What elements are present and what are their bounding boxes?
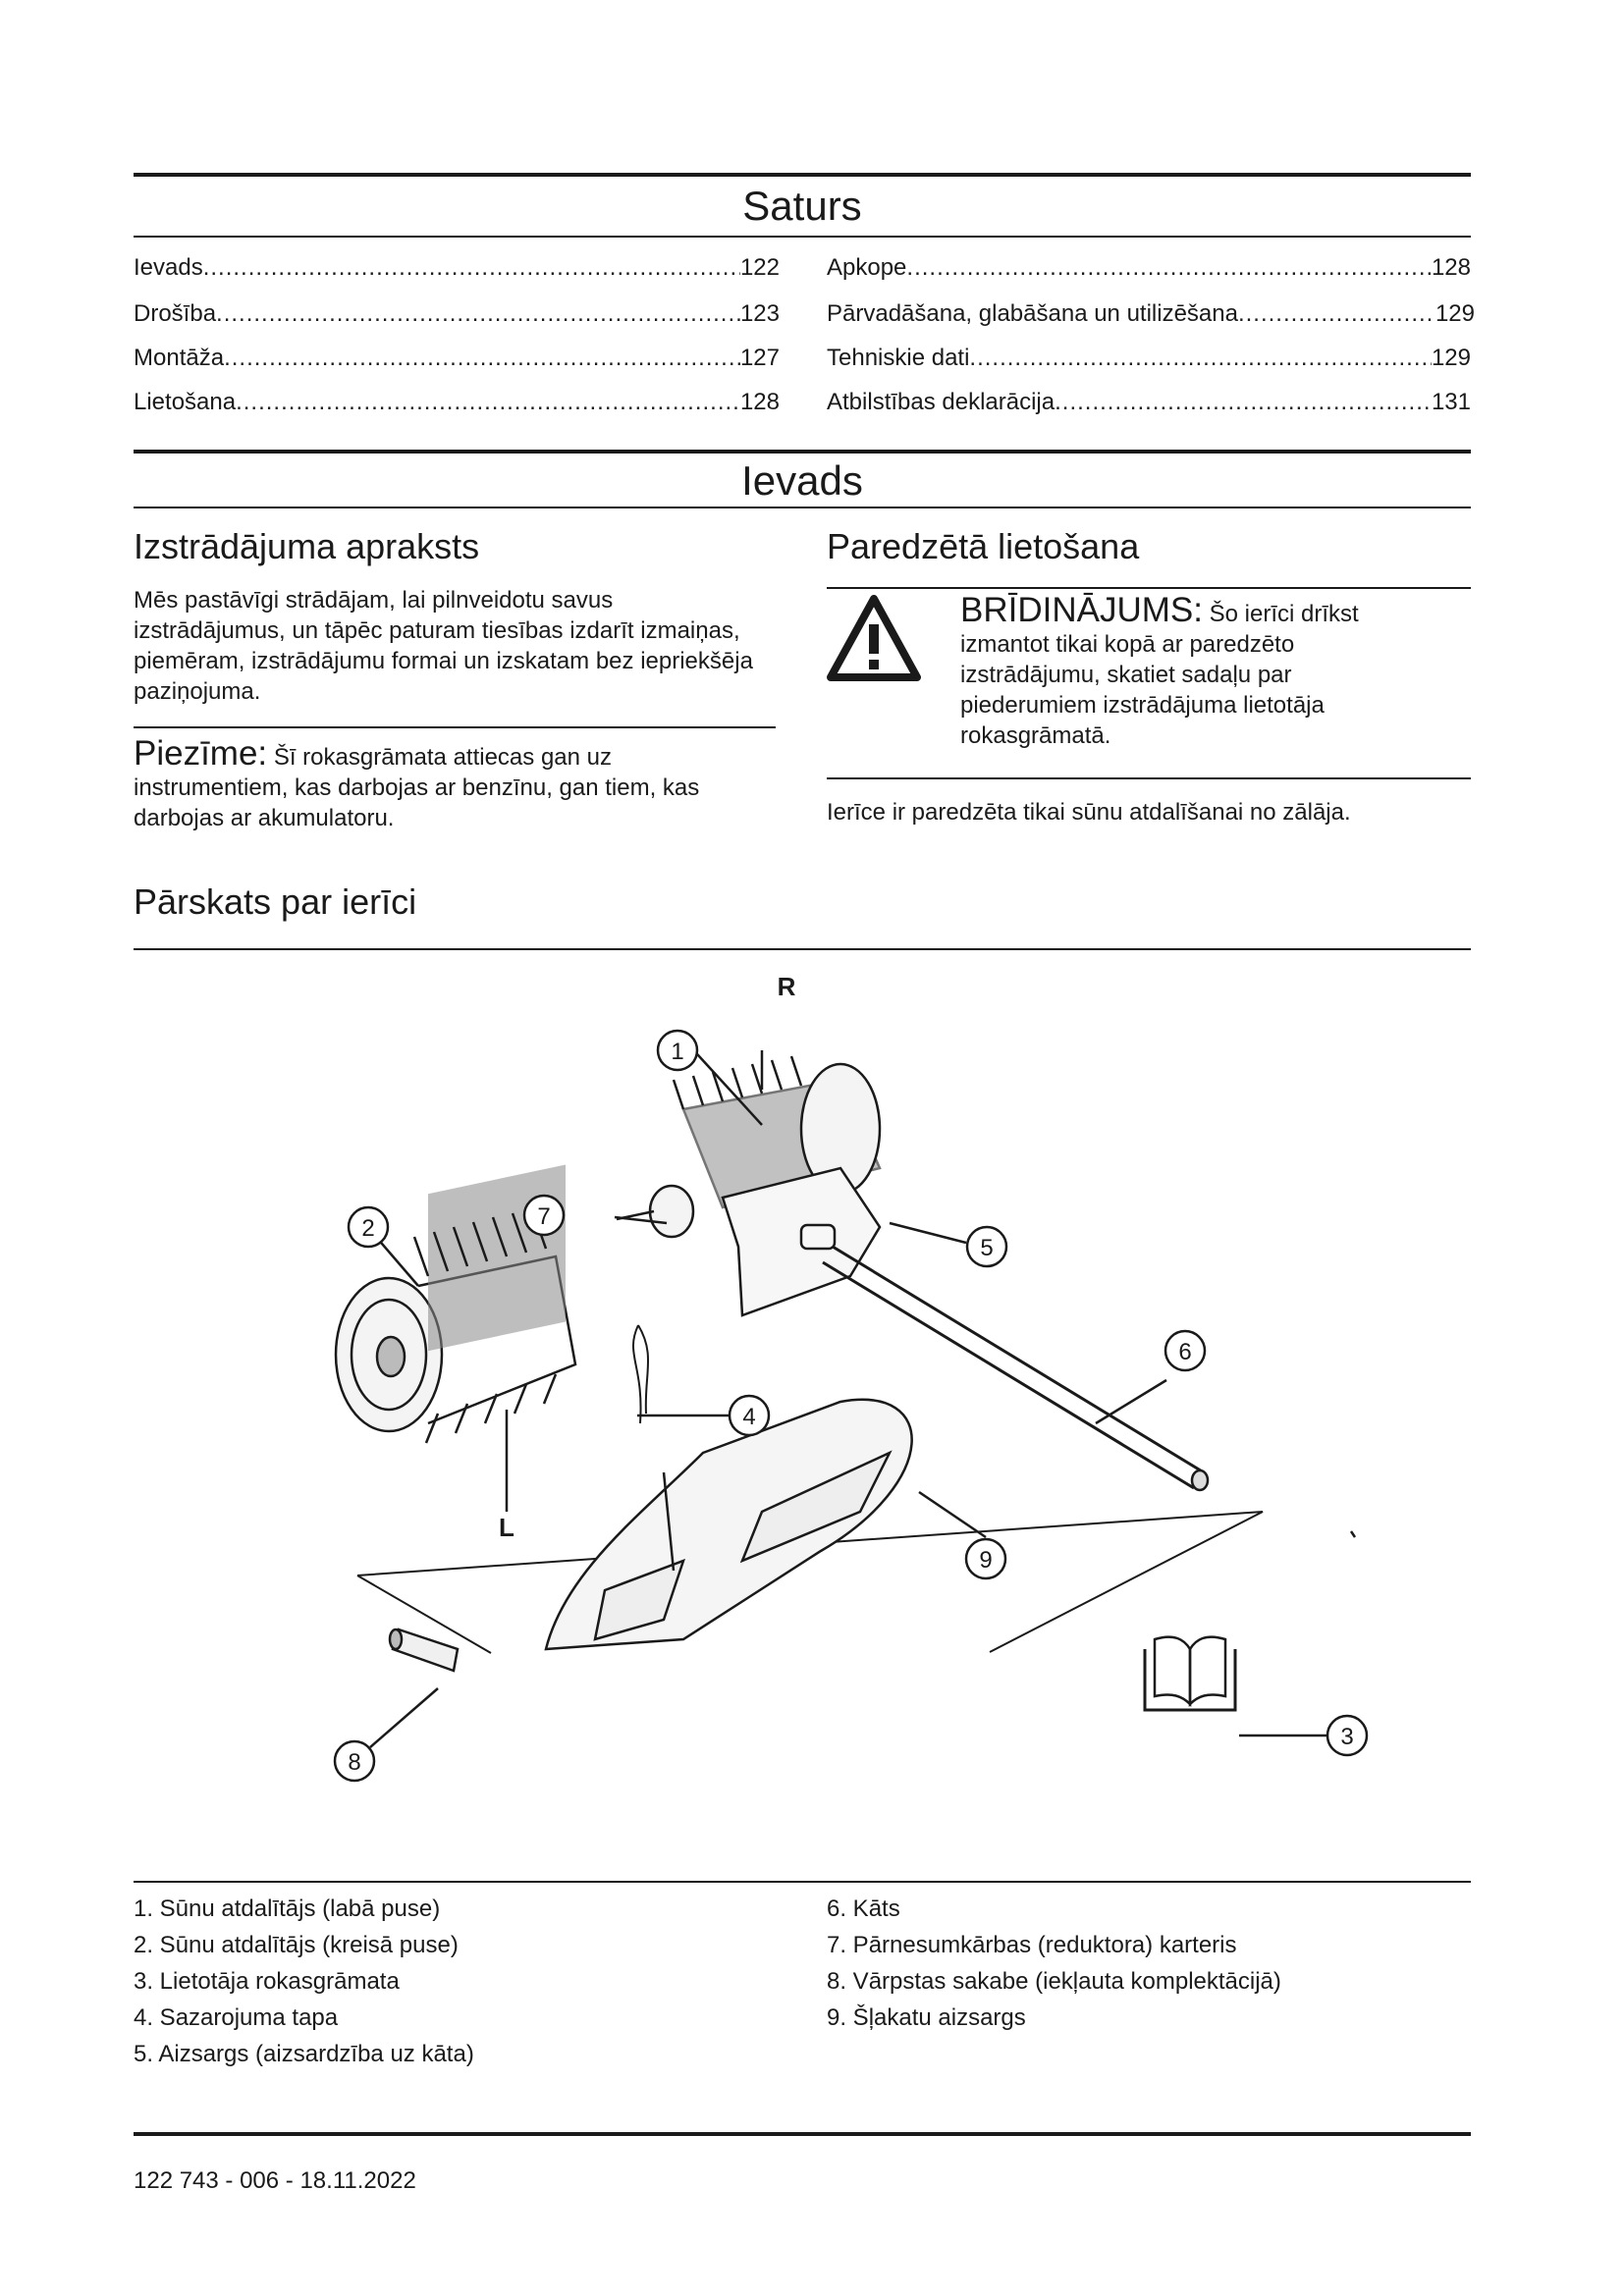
warning-label: BRĪDINĀJUMS:: [960, 591, 1203, 629]
callout-6: [1165, 1331, 1205, 1370]
callout-number: 1: [671, 1039, 684, 1065]
intended-use-text: Ierīce ir paredzēta tikai sūnu atdalīšanai no zālāja.: [827, 799, 1351, 826]
callout-8: [335, 1741, 374, 1781]
callout-3: [1327, 1716, 1367, 1755]
warning-triangle-icon: [827, 595, 921, 681]
toc-entry[interactable]: Lietošana ..... 128: [134, 388, 780, 417]
legend-item: 7. Pārnesumkārbas (reduktora) karteris: [827, 1932, 1237, 1958]
section-rule: [134, 450, 1471, 454]
callout-number: 8: [348, 1749, 361, 1776]
note-rule: [134, 726, 776, 728]
legend-item: 1. Sūnu atdalītājs (labā puse): [134, 1896, 441, 1922]
legend-item: 8. Vārpstas sakabe (iekļauta komplektācijā): [827, 1968, 1281, 1995]
callout-number: 6: [1178, 1339, 1192, 1365]
splash-guard: [546, 1400, 912, 1649]
legend-item: 2. Sūnu atdalītājs (kreisā puse): [134, 1932, 459, 1958]
toc-rule: [134, 236, 1471, 238]
callout-4: [730, 1396, 769, 1435]
callout-7: [524, 1196, 564, 1235]
intended-use-heading: Paredzētā lietošana: [827, 526, 1140, 566]
label-left: L: [499, 1513, 514, 1542]
callout-9: [966, 1539, 1005, 1578]
callout-number: 2: [361, 1215, 375, 1242]
callout-number: 5: [980, 1235, 994, 1261]
note-text: Šī rokasgrāmata attiecas gan uz instrumentiem, kas darbojas ar benzīnu, gan tiem, kas darbojas ar akumulatoru.: [134, 744, 700, 831]
callout-number: 9: [979, 1547, 993, 1574]
toc-entry[interactable]: Atbilstības deklarācija ..... 131: [827, 388, 1471, 417]
warning-block: [960, 591, 1404, 751]
legend-right: [827, 1891, 1281, 2036]
legend-item: 6. Kāts: [827, 1896, 900, 1922]
moss-remover-right: [617, 1056, 1208, 1490]
callout-2: [349, 1207, 388, 1247]
overview-heading: Pārskats par ierīci: [134, 881, 417, 922]
device-overview-illustration: [134, 962, 1471, 1787]
toc-entry[interactable]: Montāža ..... 127: [134, 344, 780, 373]
callout-number: 3: [1340, 1724, 1354, 1750]
label-right: R: [777, 972, 796, 1001]
manual-book-icon: [1145, 1637, 1235, 1710]
footer-doc-id: 122 743 - 006 - 18.11.2022: [134, 2167, 416, 2194]
product-description-text: Mēs pastāvīgi strādājam, lai pilnveidotu savus izstrādājumus, un tāpēc paturam tiesības izdarīt izmaiņas, piemēram, izstrādājumu formai un izskatam bez iepriekšēja paziņojuma.: [134, 587, 753, 705]
warning-rule-top: [827, 587, 1471, 589]
toc-entry[interactable]: Ievads ..... 122: [134, 253, 780, 283]
product-description-heading: Izstrādājuma apraksts: [134, 526, 480, 566]
toc-entry[interactable]: Pārvadāšana, glabāšana un utilizēšana ..... 129: [827, 299, 1475, 329]
toc-title: Saturs: [742, 183, 862, 229]
legend-item: 3. Lietotāja rokasgrāmata: [134, 1968, 400, 1995]
legend-rule: [134, 1881, 1471, 1883]
shaft-coupling: [390, 1629, 458, 1671]
top-rule: [134, 173, 1471, 177]
callout-number: 4: [742, 1404, 756, 1430]
legend-item: 5. Aizsargs (aizsardzība uz kāta): [134, 2041, 474, 2067]
footer-rule: [134, 2132, 1471, 2136]
legend-item: 9. Šļakatu aizsargs: [827, 2004, 1026, 2031]
overview-rule: [134, 948, 1471, 950]
legend-left: [134, 1891, 474, 2072]
toc-entry[interactable]: Apkope ..... 128: [827, 253, 1471, 283]
callout-1: [658, 1031, 697, 1070]
callout-5: [967, 1227, 1006, 1266]
warning-text: Šo ierīci drīkst izmantot tikai kopā ar paredzēto izstrādājumu, skatiet sadaļu par piederumiem izstrādājuma lietotāja rokasgrāmatā.: [960, 601, 1359, 749]
callout-number: 7: [537, 1203, 551, 1230]
note: [134, 734, 762, 833]
warning-rule-bottom: [827, 777, 1471, 779]
section-title: Ievads: [741, 457, 863, 504]
toc-entry[interactable]: Tehniskie dati ..... 129: [827, 344, 1471, 373]
section-rule: [134, 507, 1471, 508]
legend-item: 4. Sazarojuma tapa: [134, 2004, 339, 2031]
note-label: Piezīme:: [134, 734, 268, 773]
toc-entry[interactable]: Drošība ..... 123: [134, 299, 780, 329]
